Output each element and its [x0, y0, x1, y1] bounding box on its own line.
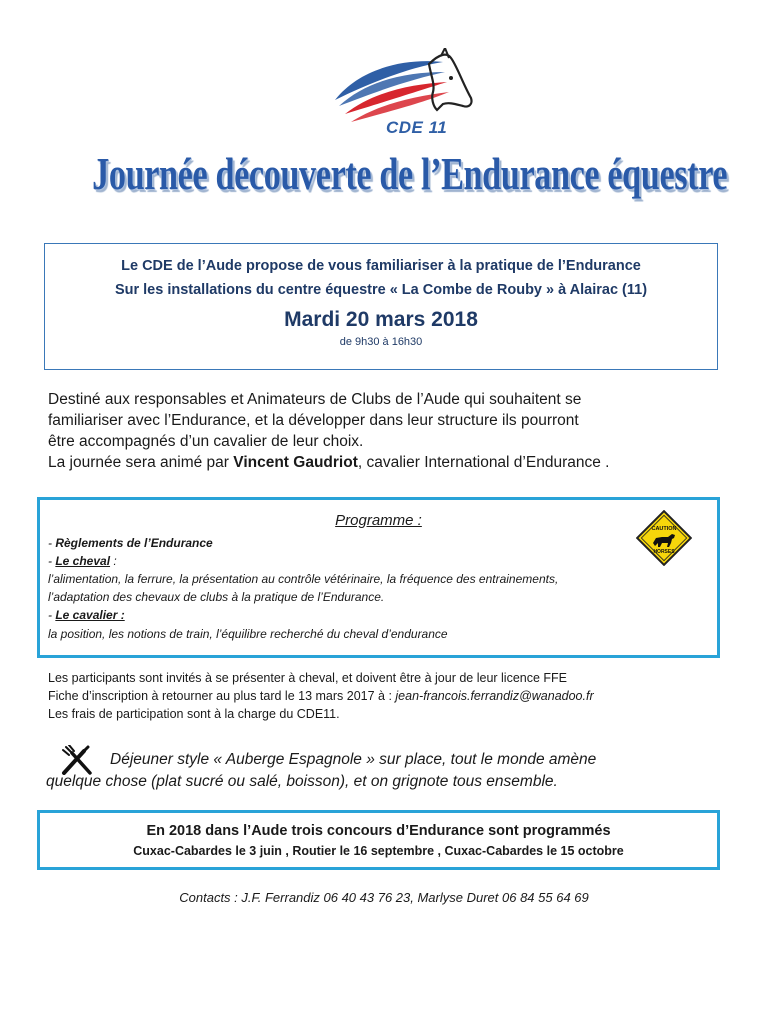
- program-item-horse: [48, 553, 117, 569]
- description-line-1: Destiné aux responsables et Animateurs de Clubs de l’Aude qui souhaitent se: [48, 391, 582, 408]
- program-horse-detail-2: l’adaptation des chevaux de clubs à la pratique de l’Endurance.: [48, 590, 385, 604]
- description: [48, 389, 728, 473]
- program-horse-detail-1: l’alimentation, la ferrure, la présentation au contrôle vétérinaire, la fréquence des entrainements,: [48, 572, 559, 586]
- program-title: Programme :: [335, 512, 422, 529]
- program-item-dash: -: [48, 554, 56, 568]
- registration-text: Fiche d’inscription à retourner au plus tard le 13 mars 2017 à :: [48, 689, 396, 703]
- program-box: [37, 497, 720, 658]
- contacts: Contacts : J.F. Ferrandiz 06 40 43 76 23, Marlyse Duret 06 84 55 64 69: [179, 890, 589, 905]
- participants-info: [48, 669, 728, 723]
- intro-box: [44, 243, 718, 370]
- lunch-line-2: quelque chose (plat sucré ou salé, boisson), et on grignote tous ensemble.: [46, 773, 558, 790]
- caution-horses-sign-icon: [636, 510, 692, 566]
- description-line-3: être accompagnés d’un cavalier de leur choix.: [48, 433, 364, 450]
- program-item-dash: -: [48, 608, 56, 622]
- description-line-4-start: La journée sera animé par: [48, 454, 234, 471]
- participants-line-1: Les participants sont invités à se présenter à cheval, et doivent être à jour de leur licence FFE: [48, 671, 568, 685]
- description-line-2: familiariser avec l’Endurance, et la développer dans leur structure ils pourront: [48, 412, 579, 429]
- program-rider-detail: la position, les notions de train, l’équilibre recherché du cheval d’endurance: [48, 627, 448, 641]
- lunch-line-1: Déjeuner style « Auberge Espagnole » sur place, tout le monde amène: [110, 751, 597, 768]
- intro-line-1: Le CDE de l’Aude propose de vous familiariser à la pratique de l’Endurance: [121, 258, 641, 274]
- page-title: Journée découverte de l’Endurance équestre: [92, 149, 728, 199]
- participants-line-2: [48, 687, 728, 705]
- program-item-horse-colon: :: [110, 554, 117, 568]
- event-date: Mardi 20 mars 2018: [284, 308, 478, 331]
- logo-text: CDE 11: [386, 118, 448, 137]
- program-item-rules-label: Règlements de l’Endurance: [55, 536, 213, 550]
- competitions-dates: Cuxac-Cabardes le 3 juin , Routier le 16 septembre , Cuxac-Cabardes le 15 octobre: [133, 844, 624, 858]
- program-item-rules: [48, 535, 213, 551]
- event-hours: de 9h30 à 16h30: [339, 336, 423, 348]
- instructor-name: Vincent Gaudriot: [233, 454, 358, 471]
- description-line-4-end: , cavalier International d’Endurance .: [357, 454, 610, 471]
- sign-text-horses: HORSES: [653, 549, 675, 555]
- program-item-rider: [48, 607, 125, 623]
- contact-email[interactable]: jean-francois.ferrandiz@wanadoo.fr: [395, 689, 594, 703]
- lunch-info: [46, 749, 726, 793]
- competitions-title: En 2018 dans l’Aude trois concours d’Endurance sont programmés: [146, 823, 611, 839]
- program-item-horse-label: Le cheval: [55, 554, 111, 568]
- sign-text-caution: CAUTION: [651, 526, 677, 532]
- description-line-4: [48, 452, 728, 473]
- program-item-rider-label: Le cavalier :: [55, 608, 125, 622]
- competitions-box: [37, 810, 720, 870]
- participants-line-3: Les frais de participation sont à la charge du CDE11.: [48, 707, 340, 721]
- intro-line-2: Sur les installations du centre équestre « La Combe de Rouby » à Alairac (11): [114, 282, 648, 298]
- program-item-dash: -: [48, 536, 56, 550]
